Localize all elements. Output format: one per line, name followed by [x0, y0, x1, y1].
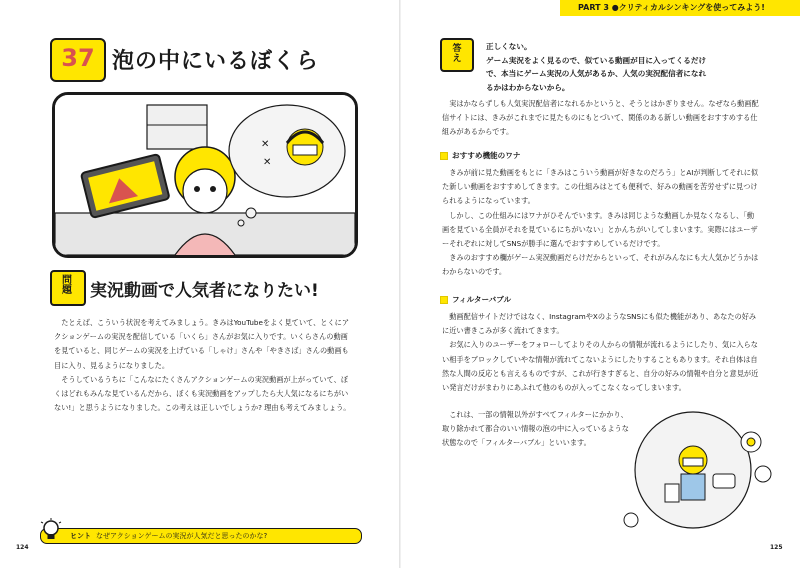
question-body [54, 316, 354, 415]
boy-watching-video-illustration [55, 95, 355, 255]
page-number-left: 124 [16, 544, 29, 551]
circle-bullet-icon: ● [611, 3, 619, 12]
svg-text:✕: ✕ [263, 157, 272, 168]
book-gutter [399, 0, 401, 568]
hint-label: ヒント [70, 532, 91, 540]
section-paragraph: これは、一部の情報以外がすべてフィルターにかかり、取り除かれて都合のいい情報の泡の中に入っているような状態なので「フィルターバブル」といいます。 [442, 410, 629, 448]
section-heading-recommend [440, 150, 520, 161]
section-title: おすすめ機能のワナ [452, 151, 521, 160]
question-paragraph: そうしているうちに「こんなにたくさんアクションゲームの実況動画が上がっていて、ぼくはどれもみんな見ているんだから、ぼくも実況動画をアップしたら大人気になるにちがいない!」と思うようになりました。この考えは正しいでしょうか? 理由も考えてみましょう。 [54, 374, 351, 413]
square-bullet-icon [440, 152, 448, 160]
section-filter-bubble-tail [442, 408, 632, 451]
question-badge-char-2: 題 [62, 285, 72, 296]
answer-line: ゲーム実況をよく見るので、似ている動画が目に入ってくるだけ [486, 55, 707, 65]
section-paragraph: お気に入りのユーザーをフォローしてよりその人からの情報が流れるようにしたり、気に入らない相手をブロックしていやな情報が流れてこないようにしたりすることもあります。それ自体は自然な人間の反応とも言えるものですが、これが行きすぎると、自分の好みの情報や自分と意見が近い発言だけがまわりにあふれて他のものが入ってこなくなってしまいます。 [442, 340, 759, 393]
intro-paragraph: 実はかならずしも人気実況配信者になれるかというと、そうとはかぎりません。なぜなら動画配信サイトには、きみがこれまでに見たものにもとづいて、関係のある新しい動画をおすすめする仕組みがあるからです。 [442, 99, 759, 137]
answer-line: で、本当にゲーム実況の人気があるか、人気の実況配信者になれ [486, 69, 707, 79]
part-number: PART 3 [578, 3, 609, 12]
answer-badge-label [440, 44, 474, 64]
question-paragraph: たとえば、こういう状況を考えてみましょう。きみはYouTubeをよく見ていて、とくにアクションゲームの実況を配信している「いくら」さんがお気に入りです。いくらさんの動画を見ていると、同じゲームの実況を上げている「しゃけ」さんや「やきさば」さんの動画も目に入り、見るようになりました。 [54, 318, 350, 370]
topic-number: 37 [61, 44, 95, 72]
section-recommend-body [442, 166, 760, 280]
question-badge-label [52, 276, 82, 296]
answer-badge-char-2: え [452, 54, 462, 64]
square-bullet-icon [440, 296, 448, 304]
section-paragraph: きみのおすすめ欄がゲーム実況動画だらけだからといって、それがみんなにも大人気かどうかはわからないのです。 [442, 253, 759, 277]
answer-text [486, 40, 756, 94]
gaming-illustration [52, 92, 358, 258]
section-paragraph: きみが前に見た動画をもとに「きみはこういう動画が好きなのだろう」とAIが判断してそれに似た新しい動画をおすすめしてきます。この仕組みはとても便利で、好みの動画を苦労せずに見つけられるようになっています。 [442, 168, 759, 206]
topic-title: 泡の中にいるぼくら [112, 49, 320, 74]
section-heading-filter-bubble [440, 294, 511, 305]
answer-line: るかはわからないから。 [486, 82, 570, 92]
answer-badge-char-1: 答 [452, 44, 462, 54]
question-title: 実況動画で人気者になりたい! [90, 281, 319, 301]
section-paragraph: 動画配信サイトだけではなく、InstagramやXのようなSNSにも似た機能があり、あなたの好みに近い書きこみが多く流れてきます。 [442, 312, 757, 336]
svg-text:✕: ✕ [261, 139, 270, 150]
question-badge-char-1: 問 [62, 275, 72, 286]
filter-bubble-illustration [605, 402, 775, 532]
part-section-title: クリティカルシンキングを使ってみよう! [618, 3, 765, 12]
section-paragraph: しかし、この仕組みにはワナがひそんでいます。きみは同じような動画しか見なくなるし、「動画を見ている全員がそれを見ているにちがいない」とかんちがいしてしまいます。実際にはユーザーそれぞれに対してSNSが勝手に選んでおすすめしているだけです。 [442, 210, 758, 249]
answer-line: 正しくない。 [486, 42, 532, 51]
hint-text: なぜアクションゲームの実況が人気だと思ったのかな? [96, 532, 268, 540]
answer-intro [442, 97, 760, 140]
lightbulb-icon [40, 518, 62, 544]
section-title: フィルターバブル [452, 295, 512, 304]
page-number-right: 125 [770, 544, 783, 551]
section-filter-bubble-body [442, 310, 760, 395]
part-header [578, 2, 765, 13]
